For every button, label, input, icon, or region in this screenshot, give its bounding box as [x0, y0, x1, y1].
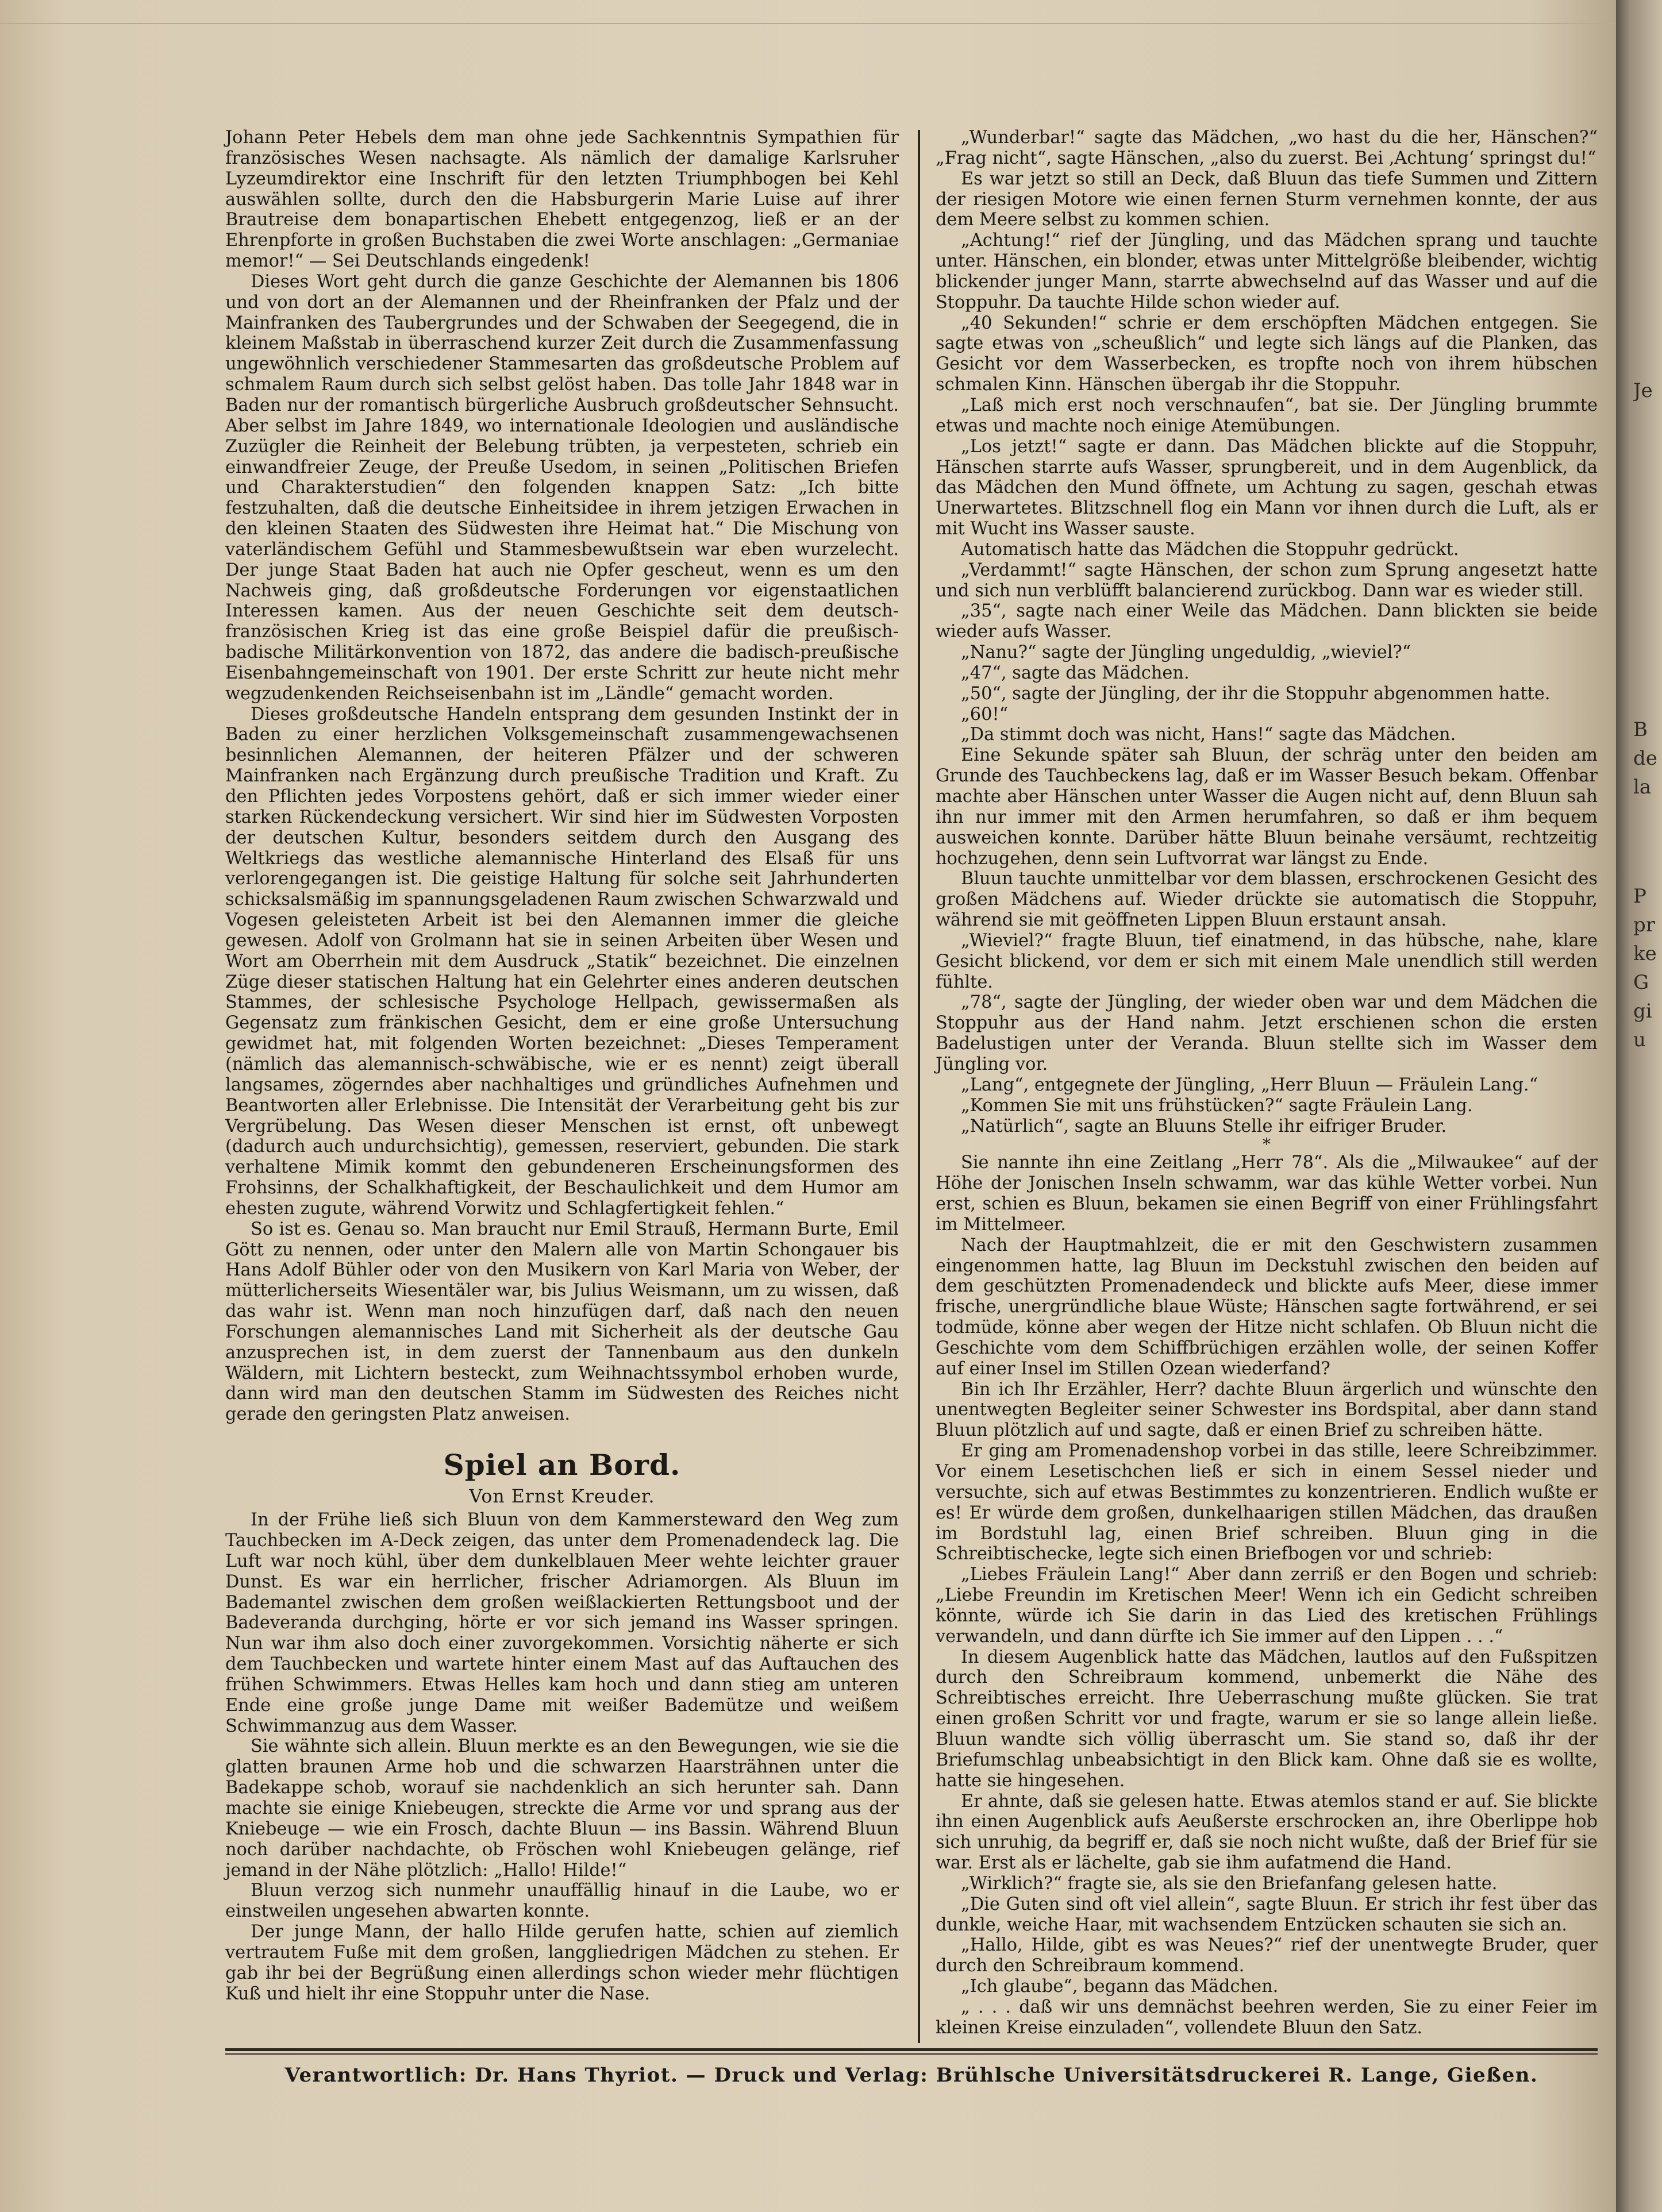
story-paragraph: „ . . . daß wir uns demnächst beehren werden, Sie zu einer Feier im kleinen Kreise einzuladen“, vollendete Bluun den Satz. [936, 1997, 1598, 2038]
story-paragraph: „Los jetzt!“ sagte er dann. Das Mädchen blickte auf die Stoppuhr, Hänschen starrte aufs Wasser, sprungbereit, und in dem Augenblick, da das Mädchen den Mund öffnete, um Achtung zu sagen, geschah etwas Unerwartetes. Blitzschnell flog ein Mann vor ihnen durch die Luft, als er mit Wucht ins Wasser sauste. [936, 436, 1598, 539]
story-paragraph: „Wirklich?“ fragte sie, als sie den Briefanfang gelesen hatte. [961, 1873, 1498, 1894]
story-paragraph: Er ahnte, daß sie gelesen hatte. Etwas atemlos stand er auf. Sie blickte ihn einen Augenblick aufs Aeußerste erschrocken an, ihre Oberlippe hob sich unruhig, da begriff er, daß sie noch nicht wußte, daß der Brief für sie war. Erst als er lächelte, gab sie ihm aufatmend die Hand. [936, 1791, 1598, 1874]
article-paragraph: Dieses Wort geht durch die ganze Geschichte der Alemannen bis 1806 und von dort an der Alemannen und der Rheinfranken der Pfalz und der Mainfranken des Taubergrundes und der Schwaben der Seegegend, die in kleinem Maßstab in überraschend kurzer Zeit durch die Zusammenfassung ungewöhnlich verschiedener Stammesarten das großdeutsche Problem auf schmalem Raum durch sich selbst gelöst haben. Das tolle Jahr 1848 war in Baden nur der romantisch bürgerliche Ausbruch großdeutscher Sehnsucht. Aber selbst im Jahre 1849, wo internationale Ideologien und ausländische Zuzügler die Reinheit der Belebung trübten, ja verpesteten, schrieb ein einwandfreier Zeuge, der Preuße Usedom, in seinen „Politischen Briefen und Charakterstudien“ den folgenden knappen Satz: „Ich bitte festzuhalten, daß die deutsche Einheitsidee in ihrem jetzigen Erwachen in den kleinen Staaten des Südwesten ihre Heimat hat.“ Die Mischung von vaterländischem Gefühl und Stammesbewußtsein war eben wurzelecht. Der junge Staat Baden hat auch nie Opfer gescheut, wenn es um den Nachweis ging, daß großdeutsche Forderungen vor eigenstaatlichen Interessen kamen. Aus der neuen Geschichte seit dem deutsch-französischen Krieg ist das eine große Beispiel dafür die preußisch-badische Militärkonvention von 1872, das andere die badisch-preußische Eisenbahngemeinschaft von 1901. Der erste Schritt zur heute nicht mehr wegzudenkenden Reichseisenbahn ist im „Ländle“ gemacht worden. [225, 271, 899, 704]
bleed-fragment: B [1633, 718, 1648, 741]
bleed-fragment: de [1633, 747, 1657, 770]
left-column [225, 128, 899, 2004]
story-paragraph: „60!“ [961, 704, 1009, 725]
bleed-fragment: pr [1633, 914, 1656, 937]
story-paragraph: In diesem Augenblick hatte das Mädchen, lautlos auf den Fußspitzen durch den Schreibraum kommend, unbemerkt die Nähe des Schreibtisches erreicht. Ihre Ueberraschung mußte glücken. Sie trat einen großen Schritt vor und fragte, warum er sie so lange allein ließe. Bluun wandte sich völlig überrascht um. Sie stand so, daß ihr der Briefumschlag unbeabsichtigt in den Blick kam. Ohne daß sie es wollte, hatte sie hingesehen. [936, 1647, 1598, 1791]
article-paragraph: So ist es. Genau so. Man braucht nur Emil Strauß, Hermann Burte, Emil Gött zu nennen, oder unter den Malern alle von Martin Schongauer bis Hans Adolf Bühler oder von den Musikern von Karl Maria von Weber, der mütterlicherseits Wiesentäler war, bis Julius Weismann, um zu wissen, daß das wahr ist. Wenn man noch hinzufügen darf, daß nach den neuen Forschungen alemannisches Land mit Sicherheit als der deutsche Gau anzusprechen ist, in dem zuerst der Tannenbaum aus den dunkeln Wäldern, mit Lichtern besteckt, zum Weihnachtssymbol erhoben wurde, dann wird man den deutschen Stamm im Südwesten des Reiches nicht gerade den geringsten Platz anweisen. [225, 1219, 899, 1425]
bleed-fragment: la [1633, 776, 1652, 799]
story-paragraph: „Laß mich erst noch verschnaufen“, bat sie. Der Jüngling brummte etwas und machte noch einige Atemübungen. [936, 395, 1598, 436]
bleed-fragment: Je [1633, 379, 1653, 402]
story-paragraph: „Kommen Sie mit uns frühstücken?“ sagte Fräulein Lang. [961, 1095, 1473, 1116]
article-paragraph: Johann Peter Hebels dem man ohne jede Sachkenntnis Sympathien für französisches Wesen nachsagte. Als nämlich der damalige Karlsruher Lyzeumdirektor eine Inschrift für den letzten Triumphbogen bei Kehl auswählen sollte, durch den die Habsburgerin Marie Luise auf ihrer Brautreise dem bonapartischen Ehebett entgegenzog, ließ er an der Ehrenpforte in großen Buchstaben die zwei Worte anschlagen: „Germaniae memor!“ — Sei Deutschlands eingedenk! [225, 128, 899, 272]
footer-rule-thin [225, 2053, 1598, 2055]
story-paragraph: „35“, sagte nach einer Weile das Mädchen. Dann blickten sie beide wieder aufs Wasser. [936, 601, 1598, 642]
story-paragraph: Sie nannte ihn eine Zeitlang „Herr 78“. Als die „Milwaukee“ auf der Höhe der Jonischen Inseln schwamm, war das kühle Wetter vorbei. Nun erst, schien es Bluun, bekamen sie einen Begriff von einer Frühlingsfahrt im Mittelmeer. [936, 1153, 1598, 1235]
story-paragraph: Eine Sekunde später sah Bluun, der schräg unter den beiden am Grunde des Tauchbeckens lag, daß er im Wasser Besuch bekam. Offenbar machte aber Hänschen unter Wasser die Augen nicht auf, denn Bluun sah ihn nur immer mit den Armen herumfahren, so daß er ihm bequem ausweichen konnte. Darüber hätte Bluun beinahe versäumt, rechtzeitig hochzugehen, denn sein Luftvorrat war längst zu Ende. [936, 745, 1598, 869]
story-paragraph: Bluun verzog sich nunmehr unauffällig hinauf in die Laube, wo er einstweilen ungesehen abwarten konnte. [225, 1880, 899, 1922]
bleed-fragment: ke [1633, 942, 1657, 965]
story-paragraph: „Hallo, Hilde, gibt es was Neues?“ rief der unentwegte Bruder, quer durch den Schreibraum kommend. [936, 1935, 1598, 1976]
story-paragraph: Der junge Mann, der hallo Hilde gerufen hatte, schien auf ziemlich vertrautem Fuße mit dem großen, langgliedrigen Mädchen zu stehen. Er gab ihr bei der Begrüßung einen allerdings schon wieder mehr flüchtigen Kuß und hielt ihr eine Stoppuhr unter die Nase. [225, 1922, 899, 2004]
bleed-fragment: P [1633, 885, 1646, 908]
right-column [936, 128, 1598, 2038]
footer-rule-thick [225, 2048, 1598, 2051]
story-paragraph: „40 Sekunden!“ schrie er dem erschöpften Mädchen entgegen. Sie sagte etwas von „scheußlich“ und legte sich längs auf die Planken, das Gesicht vor dem Wasserbecken, es tropfte noch von ihrem hübschen schmalen Kinn. Hänschen übergab ihr die Stoppuhr. [936, 313, 1598, 395]
story-paragraph: Nach der Hauptmahlzeit, die er mit den Geschwistern zusammen eingenommen hatte, lag Bluun im Deckstuhl zwischen den beiden auf dem geschützten Promenadendeck und blickte aufs Meer, diese immer frische, unergründliche blaue Wüste; Hänschen sagte fortwährend, er sei todmüde, könne aber wegen der Hitze nicht schlafen. Ob Bluun nicht die Geschichte vom dem Schiffbrüchigen erzählen wolle, der seinen Koffer auf einer Insel im Stillen Ozean wiederfand? [936, 1235, 1598, 1379]
bleed-fragment: gi [1633, 1000, 1652, 1023]
story-paragraph: „Die Guten sind oft viel allein“, sagte Bluun. Er strich ihr fest über das dunkle, weiche Haar, mit wachsendem Entzücken schauten sie sich an. [936, 1894, 1598, 1935]
story-paragraph: „Wunderbar!“ sagte das Mädchen, „wo hast du die her, Hänschen?“ „Frag nicht“, sagte Hänschen, „also du zuerst. Bei ‚Achtung‘ springst du!“ [936, 128, 1598, 168]
story-paragraph: Bluun tauchte unmittelbar vor dem blassen, erschrockenen Gesicht des großen Mädchens auf. Wieder drückte sie automatisch die Stoppuhr, während sie mit geöffneten Lippen Bluun erstaunt ansah. [936, 869, 1598, 931]
story-paragraph: Automatisch hatte das Mädchen die Stoppuhr gedrückt. [961, 539, 1459, 560]
story-paragraph: „Nanu?“ sagte der Jüngling ungeduldig, „wieviel?“ [961, 642, 1411, 663]
story-paragraph: Bin ich Ihr Erzähler, Herr? dachte Bluun ärgerlich und wünschte den unentwegten Begleiter seiner Schwester ins Bordspital, aber dann stand Bluun plötzlich auf und sagte, daß er einen Brief zu schreiben hätte. [936, 1379, 1598, 1441]
imprint-line: Verantwortlich: Dr. Hans Thyriot. — Druck und Verlag: Brühlsche Universitätsdruckerei R. Lange, Gießen. [284, 2064, 1538, 2087]
adjacent-page-edge [1616, 0, 1662, 2212]
story-paragraph: „Liebes Fräulein Lang!“ Aber dann zerriß er den Bogen und schrieb: „Liebe Freundin im Kretischen Meer! Wenn ich ein Gedicht schreiben könnte, würde ich Sie darin in das Lied des kretischen Frühlings verwandeln, und dann dürfte ich Sie immer auf den Lippen . . .“ [936, 1564, 1598, 1647]
story-paragraph: Es war jetzt so still an Deck, daß Bluun das tiefe Summen und Zittern der riesigen Motore wie einen fernen Sturm vernehmen konnte, der aus dem Meere selbst zu kommen schien. [936, 168, 1598, 230]
story-paragraph: „Ich glaube“, begann das Mädchen. [961, 1976, 1279, 1997]
story-paragraph: Sie wähnte sich allein. Bluun merkte es an den Bewegungen, wie sie die glatten braunen Arme hob und die schwarzen Haarsträhnen unter die Badekappe schob, worauf sie nachdenklich an sich herunter sah. Dann machte sie einige Kniebeugen, streckte die Arme vor und sprang aus der Kniebeuge — wie ein Frosch, dachte Bluun — ins Bassin. Während Bluun noch darüber nachdachte, ob Fröschen wohl Kniebeugen gelänge, rief jemand in der Nähe plötzlich: „Hallo! Hilde!“ [225, 1736, 899, 1880]
bleed-fragment: G [1633, 971, 1649, 994]
story-paragraph: In der Frühe ließ sich Bluun von dem Kammersteward den Weg zum Tauchbecken im A-Deck zeigen, das unter dem Promenadendeck lag. Die Luft war noch kühl, über dem dunkelblauen Meer wehte leichter grauer Dunst. Es war ein herrlicher, frischer Adriamorgen. Als Bluun im Bademantel zwischen dem großen weißlackierten Rettungsboot und der Badeveranda durchging, hörte er vor sich jemand ins Wasser springen. Nun war ihm also doch einer zuvorgekommen. Vorsichtig näherte er sich dem Tauchbecken und wartete hinter einem Mast auf das Auftauchen des frühen Schwimmers. Etwas Helles kam hoch und dann stieg am unteren Ende eine große junge Dame mit weißer Bademütze und weißem Schwimmanzug aus dem Wasser. [225, 1510, 899, 1736]
story-paragraph: Er ging am Promenadenshop vorbei in das stille, leere Schreibzimmer. Vor einem Lesetischchen ließ er sich in einem Sessel nieder und versuchte, sich auf etwas Bestimmtes zu konzentrieren. Endlich wußte er es! Er würde dem großen, dunkelhaarigen stillen Mädchen, das draußen im Bordstuhl lag, einen Brief schreiben. Bluun ging in die Schreibtischecke, legte sich einen Briefbogen vor und schrieb: [936, 1441, 1598, 1564]
article-paragraph: Dieses großdeutsche Handeln entsprang dem gesunden Instinkt der in Baden zu einer herzlichen Volksgemeinschaft zusammengewachsenen besinnlichen Alemannen, der heiteren Pfälzer und der schweren Mainfranken nach Ergänzung durch preußische Tradition und Kraft. Zu den Pflichten jedes Vorpostens gehört, daß er sich immer wieder einer starken Rückendeckung versichert. Wir sind hier im Südwesten Vorposten der deutschen Kultur, besonders seitdem durch den Ausgang des Weltkriegs das westliche alemannische Hinterland des Elsaß für uns verlorengegangen ist. Die geistige Haltung für solche seit Jahrhunderten schicksalsmäßig im spannungsgeladenen Raum zwischen Schwarzwald und Vogesen geleisteten Arbeit ist bei den Alemannen immer die gleiche gewesen. Adolf von Grolmann hat sie in seinen Arbeiten über Wesen und Wort am Oberrhein mit dem Ausdruck „Statik“ bezeichnet. Die einzelnen Züge dieser statischen Haltung hat ein Gelehrter eines anderen deutschen Stammes, der schlesische Psychologe Hellpach, gewissermaßen als Gegensatz zum fränkischen Gesicht, dem er eine große Untersuchung gewidmet hat, mit folgenden Worten bezeichnet: „Dieses Temperament (nämlich das alemannisch-schwäbische, wie er es nennt) zeigt überall langsames, zögerndes aber nachhaltiges und gründliches Aufnehmen und Beantworten aller Erlebnisse. Die Intensität der Verarbeitung geht bis zur Vergrübelung. Das Wesen dieser Menschen ist ernst, oft unbewegt (dadurch auch undurchsichtig), gemessen, reserviert, gebunden. Die stark verhaltene Mimik kommt den gebundeneren Erscheinungsformen des Frohsinns, der Schalkhaftigkeit, der Beschaulichkeit und dem Humor am ehesten zugute, während Vorwitz und Schlagfertigkeit fehlen.“ [225, 704, 899, 1219]
story-headline: Spiel an Bord. [443, 1448, 681, 1482]
story-paragraph: „Achtung!“ rief der Jüngling, und das Mädchen sprang und tauchte unter. Hänschen, ein blonder, etwas unter Mittelgröße bleibender, wichtig blickender junger Mann, starrte abwechselnd auf das Wasser und auf die Stoppuhr. Da tauchte Hilde schon wieder auf. [936, 230, 1598, 313]
story-paragraph: „Lang“, entgegnete der Jüngling, „Herr Bluun — Fräulein Lang.“ [961, 1074, 1538, 1095]
story-byline: Von Ernst Kreuder. [469, 1486, 655, 1508]
column-divider [918, 130, 920, 2043]
story-paragraph: „47“, sagte das Mädchen. [961, 662, 1190, 683]
story-paragraph: „Wieviel?“ fragte Bluun, tief einatmend, in das hübsche, nahe, klare Gesicht blickend, vor dem er sich mit einem Male unendlich still werden fühlte. [936, 930, 1598, 992]
story-paragraph: „Natürlich“, sagte an Bluuns Stelle ihr eifriger Bruder. [961, 1116, 1447, 1136]
story-paragraph: „Da stimmt doch was nicht, Hans!“ sagte das Mädchen. [961, 725, 1456, 745]
story-paragraph: „Verdammt!“ sagte Hänschen, der schon zum Sprung angesetzt hatte und sich nun verblüfft balancierend zurückbog. Dann war es wieder still. [936, 560, 1598, 601]
bleed-fragment: u [1633, 1028, 1646, 1051]
section-separator: * [1263, 1135, 1271, 1154]
story-paragraph: „50“, sagte der Jüngling, der ihr die Stoppuhr abgenommen hatte. [961, 683, 1551, 704]
page-edge-shadow [0, 23, 1616, 24]
story-paragraph: „78“, sagte der Jüngling, der wieder oben war und dem Mädchen die Stoppuhr aus der Hand nahm. Jetzt erschienen schon die ersten Badelustigen unter der Veranda. Bluun stellte sich im Wasser dem Jüngling vor. [936, 992, 1598, 1074]
